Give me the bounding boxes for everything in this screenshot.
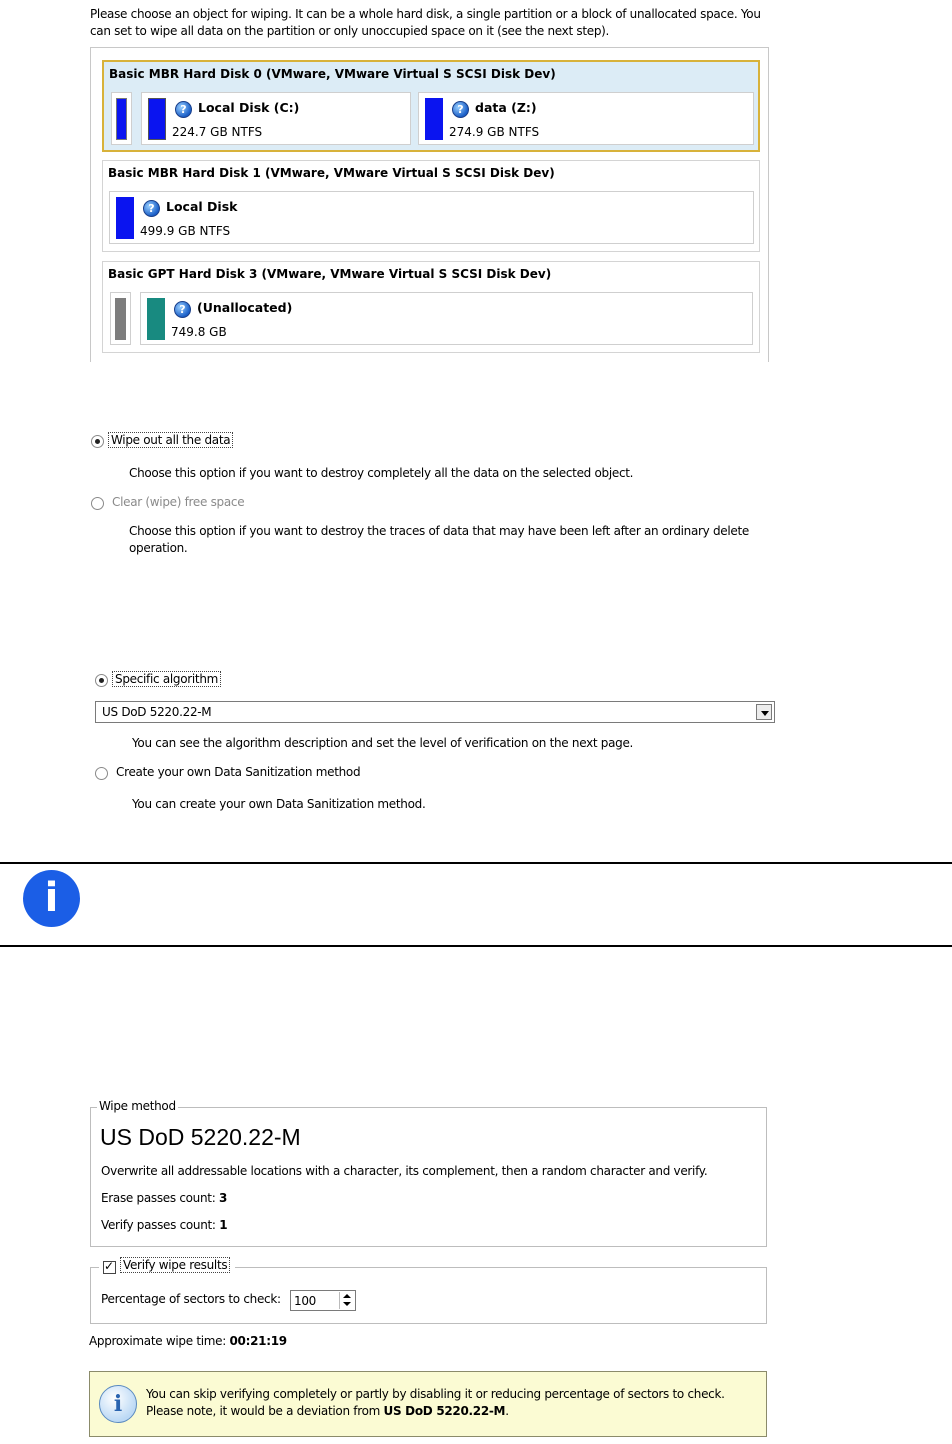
verify-results-label[interactable]: Verify wipe results: [120, 1257, 230, 1273]
wipe-method-title: US DoD 5220.22-M: [100, 1124, 301, 1150]
help-icon: ?: [452, 101, 469, 118]
tip-line-2: [146, 1403, 725, 1420]
wipe-all-radio[interactable]: [91, 435, 104, 448]
partition-bar: [147, 298, 165, 340]
partition-local-disk[interactable]: [109, 191, 754, 244]
tip-text: [146, 1386, 725, 1420]
wipe-method-legend: Wipe method: [99, 1099, 176, 1113]
chevron-down-icon[interactable]: [756, 704, 772, 720]
partition-size: 274.9 GB NTFS: [449, 125, 540, 139]
approximate-wipe-time: [89, 1334, 287, 1348]
wipe-method-description: Overwrite all addressable locations with a character, its complement, then a random character and verify.: [101, 1164, 708, 1178]
partition-label: Local Disk: [166, 199, 238, 214]
intro-line-2: can set to wipe all data on the partition or only unoccupied space on it (see the next step).: [90, 24, 610, 38]
partition-data-z[interactable]: [418, 92, 754, 145]
partition-bar: [116, 197, 134, 239]
partition-bar: [116, 98, 127, 140]
stepper-arrows-icon[interactable]: [339, 1292, 354, 1309]
disk-3[interactable]: [102, 261, 760, 353]
partition-bar: [425, 98, 443, 140]
note-bottom-rule: [0, 945, 952, 947]
disk-map-panel: [90, 47, 769, 362]
verify-passes: [101, 1218, 227, 1232]
disk-1[interactable]: [102, 160, 760, 252]
stepper-up-icon[interactable]: [343, 1294, 351, 1298]
tip-line-2-algorithm: US DoD 5220.22-M: [383, 1404, 506, 1418]
custom-method-radio[interactable]: [95, 767, 108, 780]
percent-sectors-stepper[interactable]: [290, 1290, 356, 1311]
partition-bar: [148, 98, 166, 140]
wipe-all-description: Choose this option if you want to destroy completely all the data on the selected object.: [129, 466, 634, 480]
intro-text: [90, 6, 770, 40]
approximate-wipe-time-value: 00:21:19: [229, 1334, 287, 1348]
custom-method-description: You can create your own Data Sanitization method.: [132, 797, 426, 811]
partition-label: (Unallocated): [197, 300, 293, 315]
disk-3-reserved-area[interactable]: [110, 292, 131, 345]
stepper-down-icon[interactable]: [343, 1302, 351, 1306]
verify-passes-label: Verify passes count:: [101, 1218, 216, 1232]
erase-passes-label: Erase passes count:: [101, 1191, 216, 1205]
help-icon: ?: [143, 200, 160, 217]
wipe-all-label[interactable]: Wipe out all the data: [108, 432, 233, 448]
tip-box: [89, 1371, 767, 1437]
partition-bar: [115, 298, 126, 340]
disk-1-title: Basic MBR Hard Disk 1 (VMware, VMware Virtual S SCSI Disk Dev): [108, 166, 555, 180]
algorithm-selected-value: US DoD 5220.22-M: [102, 705, 212, 719]
specific-algorithm-label[interactable]: Specific algorithm: [112, 671, 221, 687]
partition-size: 499.9 GB NTFS: [140, 224, 231, 238]
custom-method-label[interactable]: Create your own Data Sanitization method: [116, 765, 361, 779]
disk-3-title: Basic GPT Hard Disk 3 (VMware, VMware Virtual S SCSI Disk Dev): [108, 267, 552, 281]
partition-local-disk-c[interactable]: [141, 92, 411, 145]
partition-label: data (Z:): [475, 100, 537, 115]
specific-algorithm-radio[interactable]: [95, 674, 108, 687]
verify-results-checkbox[interactable]: [103, 1261, 116, 1274]
partition-size: 224.7 GB NTFS: [172, 125, 263, 139]
help-icon: ?: [174, 301, 191, 318]
help-icon: ?: [175, 101, 192, 118]
tip-line-1: You can skip verifying completely or partly by disabling it or reducing percentage of sectors to check.: [146, 1387, 725, 1401]
percent-sectors-input[interactable]: [294, 1293, 336, 1308]
partition-label: Local Disk (C:): [198, 100, 300, 115]
info-icon: i: [23, 870, 80, 927]
note-top-rule: [0, 862, 952, 864]
disk-0[interactable]: [102, 60, 760, 152]
tip-line-2-suffix: .: [505, 1404, 509, 1418]
tip-line-2-prefix: Please note, it would be a deviation from: [146, 1404, 380, 1418]
clear-free-space-description: [129, 523, 749, 557]
specific-algorithm-description: You can see the algorithm description and set the level of verification on the next page.: [132, 736, 634, 750]
clear-free-space-radio[interactable]: [91, 497, 104, 510]
intro-line-1: Please choose an object for wiping. It can be a whole hard disk, a single partition or a block of unallocated space. You: [90, 7, 761, 21]
clear-free-space-desc-line-1: Choose this option if you want to destroy the traces of data that may have been left after an ordinary delete: [129, 524, 749, 538]
verify-passes-value: 1: [219, 1218, 228, 1232]
partition-unallocated[interactable]: [140, 292, 753, 345]
clear-free-space-desc-line-2: operation.: [129, 541, 188, 555]
percent-sectors-label: Percentage of sectors to check:: [101, 1292, 281, 1306]
info-icon: i: [99, 1385, 137, 1423]
clear-free-space-label[interactable]: Clear (wipe) free space: [112, 495, 245, 509]
erase-passes-value: 3: [218, 1191, 228, 1205]
algorithm-dropdown[interactable]: [95, 701, 775, 723]
erase-passes: [101, 1191, 227, 1205]
disk-0-title: Basic MBR Hard Disk 0 (VMware, VMware Virtual S SCSI Disk Dev): [109, 67, 556, 81]
partition-size: 749.8 GB: [171, 325, 227, 339]
approximate-wipe-time-label: Approximate wipe time:: [89, 1334, 226, 1348]
disk-0-system-partition[interactable]: [111, 92, 132, 145]
